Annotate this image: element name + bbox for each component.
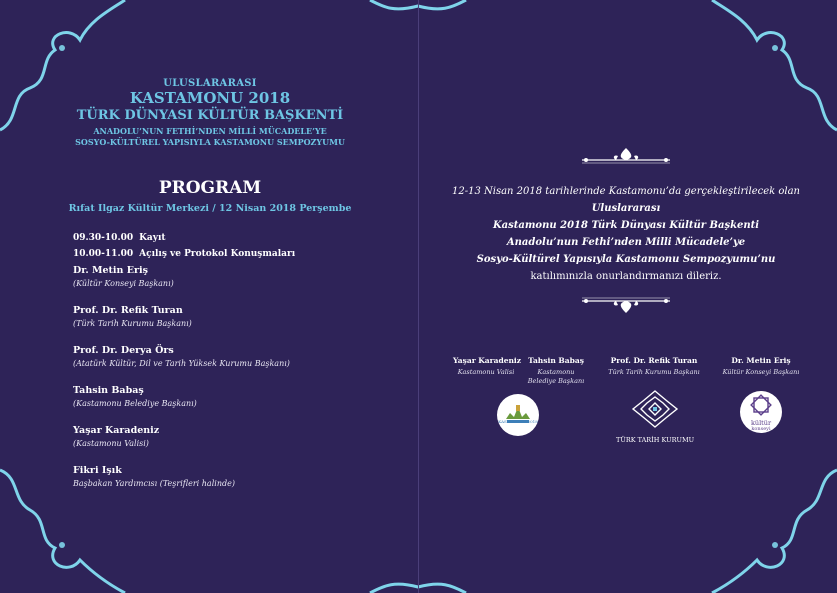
ornament-divider-top [580,146,672,168]
kastamonu-2018-logo [496,393,540,437]
schedule-item [73,249,295,259]
signatory-name: Yaşar Karadeniz [453,356,522,365]
speaker-name: Prof. Dr. Derya Örs [73,345,174,356]
invitation-line: Kastamonu 2018 Türk Dünyası Kültür Başkenti [492,220,760,231]
speaker-entry [73,385,197,408]
signatory [453,356,522,377]
invitation-line: Sosyo-Kültürel Yapısıyla Kastamonu Sempozyumu’nu [476,254,776,265]
ornament-divider-bottom [580,293,672,315]
signatory [606,356,702,377]
speaker-name: Fikri Işık [73,465,122,476]
corner-ornament-bottom-left [0,470,125,593]
program-title: PROGRAM [158,178,262,198]
schedule-label: Kayıt [139,233,166,243]
header-line-5: SOSYO-KÜLTÜREL YAPISIYLA KASTAMONU SEMPOZYUMU [75,137,345,147]
ttk-logo-text: TÜRK TARİH KURUMU [616,436,695,444]
speaker-entry [73,465,235,488]
speaker-name: Dr. Metin Eriş [73,265,148,276]
ttk-emblem-logo [631,389,679,429]
signatory-name: Prof. Dr. Refik Turan [610,356,698,365]
speaker-name: Yaşar Karadeniz [73,425,160,436]
kastamonu-logo-text: KASTAMONU 2018 [498,419,538,424]
speaker-role: (Kastamonu Valisi) [73,439,149,448]
speaker-entry [73,345,290,368]
signatory-role: Türk Tarih Kurumu Başkanı [608,368,700,376]
speaker-role: (Kastamonu Belediye Başkanı) [73,399,197,408]
schedule-time: 10.00-11.00 [73,249,134,259]
page-fold [418,0,419,593]
invitation-line: katılımınızla onurlandırmanızı dileriz. [530,271,722,282]
signatory [718,356,804,377]
schedule-item [73,233,166,243]
corner-ornament-bottom-right [712,470,837,593]
signatory-name: Tahsin Babaş [528,356,584,365]
invitation-line: Uluslararası [591,203,661,214]
corner-ornament-top-right [712,0,837,130]
schedule-time: 09.30-10.00 [73,233,134,243]
speaker-role: (Türk Tarih Kurumu Başkanı) [73,319,192,328]
kultur-konseyi-text-2: konseyi [751,426,771,432]
signatory-role: Kastamonu Valisi [457,368,515,376]
signatory-role: Kastamonu Belediye Başkanı [527,368,585,385]
invitation-line: 12-13 Nisan 2018 tarihlerinde Kastamonu’da gerçekleştirilecek olan [452,186,800,197]
speaker-role: Başbakan Yardımcısı (Teşrifleri halinde) [73,479,235,488]
speaker-role: (Atatürk Kültür, Dil ve Tarih Yüksek Kurumu Başkanı) [73,359,290,368]
speaker-entry [73,425,159,448]
schedule-label: Açılış ve Protokol Konuşmaları [139,249,296,259]
speaker-role: (Kültür Konseyi Başkanı) [73,279,174,288]
program-venue: Rıfat Ilgaz Kültür Merkezi / 12 Nisan 2018 Perşembe [68,203,352,214]
speaker-name: Prof. Dr. Refik Turan [73,305,183,316]
signatory [524,356,588,386]
speaker-entry [73,305,192,328]
header-line-4: ANADOLU’NUN FETHİ’NDEN MİLLİ MÜCADELE’YE [93,126,327,136]
speaker-name: Tahsin Babaş [73,385,144,396]
header-line-3: TÜRK DÜNYASI KÜLTÜR BAŞKENTİ [76,108,344,123]
speaker-entry [73,265,174,288]
invitation-line: Anadolu’nun Fethi’nden Milli Mücadele’ye [506,237,746,248]
invitation-text [440,183,812,285]
header-line-2: KASTAMONU 2018 [129,89,291,107]
kultur-konseyi-text-1: kültür [750,419,772,427]
signatory-name: Dr. Metin Eriş [731,356,791,365]
header-line-1: ULUSLARARASI [163,78,257,89]
signatory-role: Kültür Konseyi Başkanı [722,368,800,376]
